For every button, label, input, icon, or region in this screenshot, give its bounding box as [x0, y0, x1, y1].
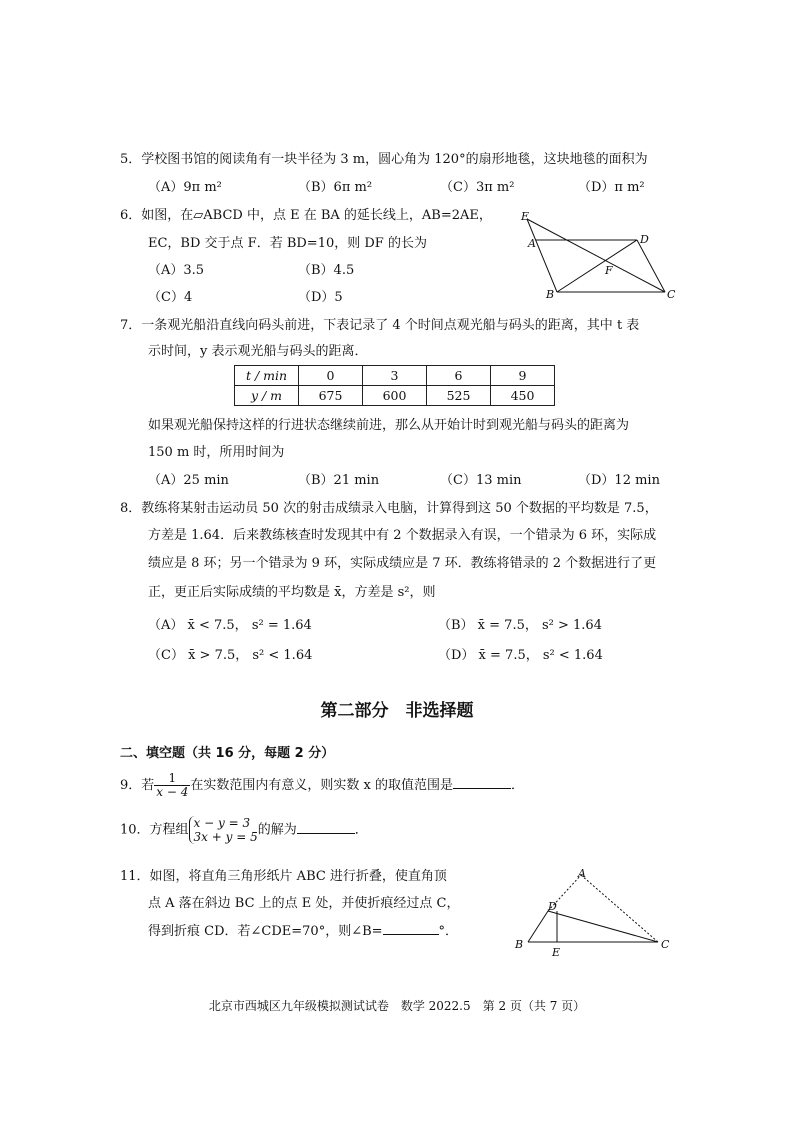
table-cell: 600 [363, 386, 427, 406]
table-cell: y / m [235, 386, 299, 406]
q6-label-d: D [640, 233, 649, 246]
q11-line3-end: °． [438, 924, 459, 939]
q11-label-d: D [548, 900, 557, 913]
q6-label-b: B [546, 288, 555, 301]
q11-label-e: E [552, 946, 561, 959]
q10-answer-blank[interactable] [297, 833, 355, 834]
q8-option-a: （A） x̄ < 7.5， s² = 1.64 [148, 618, 312, 633]
q6-option-b: （B）4.5 [298, 263, 355, 278]
q9-fraction [154, 772, 190, 799]
page-footer: 北京市西城区九年级模拟测试试卷 数学 2022.5 第 2 页（共 7 页） [208, 999, 586, 1013]
q8-line3: 绩应是 8 环；另一个错录为 9 环，实际成绩应是 7 环．教练将错录的 2 个数据进行了更 [148, 556, 657, 571]
table-cell: 675 [299, 386, 363, 406]
q5-option-a: （A）9π m² [148, 180, 222, 195]
table-cell: 0 [299, 366, 363, 386]
q8-line2: 方差是 1.64．后来教练核查时发现其中有 2 个数据录入有误，一个错录为 6 环，实际成 [148, 528, 657, 543]
q7-stem-line1: 7．一条观光船沿直线向码头前进，下表记录了 4 个时间点观光船与码头的距离，其中 t 表 [120, 318, 640, 333]
q10-end: ． [354, 822, 368, 838]
q6-option-c: （C）4 [148, 290, 193, 305]
q6-parallelogram-figure [515, 205, 685, 305]
table-cell: 450 [491, 386, 555, 406]
q7-option-a: （A）25 min [148, 473, 229, 488]
q7-text-line1: 如果观光船保持这样的行进状态继续前进，那么从开始计时到观光船与码头的距离为 [148, 418, 630, 433]
q9-prefix: 9．若 [120, 778, 155, 793]
q11-line2: 点 A 落在斜边 BC 上的点 E 处，并使折痕经过点 C， [148, 896, 460, 911]
q10-suffix: 的解为 [257, 822, 297, 838]
table-cell: 6 [427, 366, 491, 386]
q9-suffix: 在实数范围内有意义，则实数 x 的取值范围是 [190, 778, 453, 793]
table-row [235, 366, 555, 386]
q11-line1: 11．如图，将直角三角形纸片 ABC 进行折叠，使直角顶 [120, 869, 447, 884]
q7-text-line2: 150 m 时，所用时间为 [148, 445, 285, 460]
q11-label-b: B [515, 938, 524, 951]
q7-option-b: （B）21 min [298, 473, 380, 488]
table-cell: 9 [491, 366, 555, 386]
q8-line1: 8．教练将某射击运动员 50 次的射击成绩录入电脑，计算得到这 50 个数据的平均数是 7.5， [120, 501, 658, 516]
q9-line [120, 772, 524, 799]
q7-stem-line2: 示时间，y 表示观光船与码头的距离． [148, 344, 368, 359]
q9-answer-blank[interactable] [453, 788, 511, 789]
q10-eq2: 3x + y = 5 [193, 830, 258, 844]
q6-option-a: （A）3.5 [148, 263, 205, 278]
table-cell: 3 [363, 366, 427, 386]
q9-end: ． [510, 778, 524, 793]
q6-label-c: C [667, 288, 676, 301]
q6-stem-line2: EC，BD 交于点 F．若 BD=10，则 DF 的长为 [148, 236, 427, 251]
table-cell: t / min [235, 366, 299, 386]
q10-eq1: x − y = 3 [193, 816, 251, 830]
q6-option-d: （D）5 [298, 290, 343, 305]
q7-option-c: （C）13 min [440, 473, 522, 488]
q9-frac-num: 1 [154, 772, 190, 786]
q11-line3-text: 得到折痕 CD．若∠CDE=70°，则∠B= [148, 924, 383, 939]
q10-line [120, 816, 368, 844]
q8-option-d: （D） x̄ = 7.5， s² < 1.64 [438, 648, 603, 663]
q5-option-c: （C）3π m² [440, 180, 515, 195]
q6-stem-line1: 6．如图，在▱ABCD 中，点 E 在 BA 的延长线上，AB=2AE， [120, 208, 492, 223]
q6-label-f: F [605, 264, 613, 277]
q8-line4: 正，更正后实际成绩的平均数是 x̄，方差是 s²，则 [148, 585, 436, 600]
q5-option-b: （B）6π m² [298, 180, 373, 195]
section2-title: 二、填空题（共 16 分，每题 2 分） [120, 746, 335, 761]
q9-frac-den: x − 4 [156, 785, 189, 799]
q10-prefix: 10．方程组 [120, 822, 189, 838]
table-cell: 525 [427, 386, 491, 406]
q8-option-b: （B） x̄ = 7.5， s² > 1.64 [438, 618, 602, 633]
q10-equation-system [189, 816, 258, 844]
q11-label-c: C [661, 938, 670, 951]
q7-data-table [234, 365, 555, 406]
q5-stem: 5．学校图书馆的阅读角有一块半径为 3 m，圆心角为 120°的扇形地毯，这块地毯的面积为 [120, 152, 648, 167]
q11-answer-blank[interactable] [383, 934, 439, 935]
q5-option-d: （D）π m² [578, 180, 645, 195]
q6-label-a: A [528, 237, 536, 250]
table-row [235, 386, 555, 406]
q11-label-a: A [578, 867, 586, 880]
q11-line3 [148, 924, 458, 940]
q11-triangle-figure [510, 866, 680, 961]
part2-title: 第二部分 非选择题 [320, 701, 474, 721]
q8-option-c: （C） x̄ > 7.5， s² < 1.64 [148, 648, 313, 663]
q7-option-d: （D）12 min [578, 473, 660, 488]
q6-label-e: E [521, 210, 530, 223]
